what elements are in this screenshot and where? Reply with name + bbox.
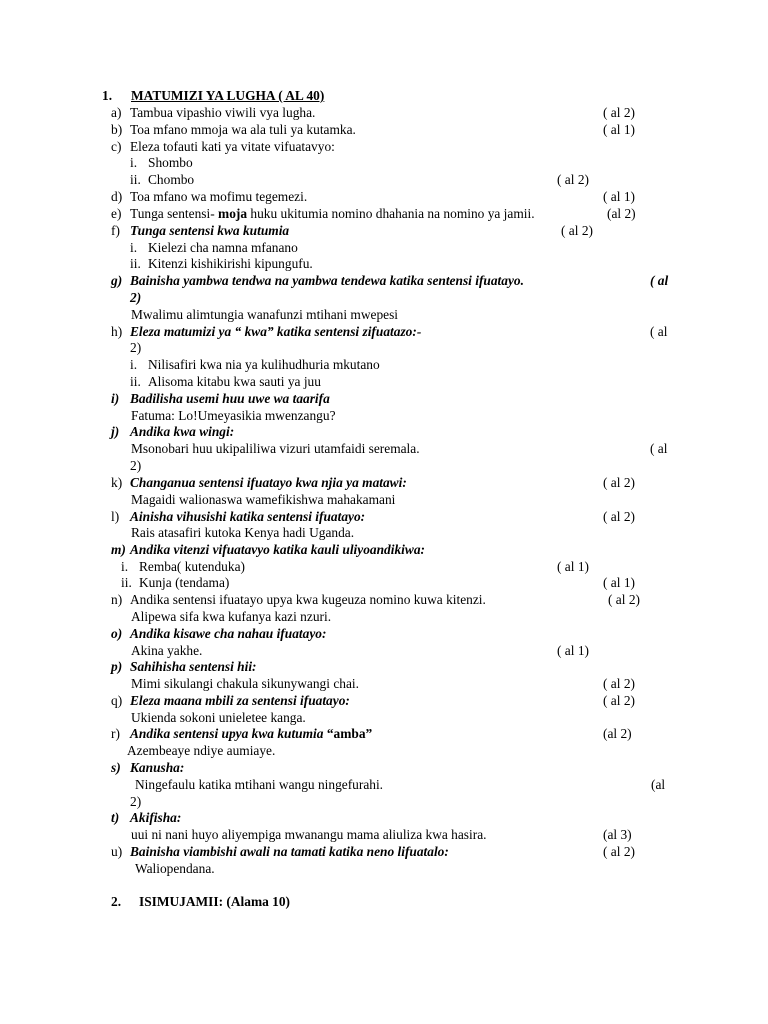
- question-c-sub2-number: ii.: [130, 172, 141, 187]
- question-h-marks-b: 2): [130, 340, 142, 355]
- question-g-marks-b: 2): [130, 290, 142, 305]
- question-o-text: Andika kisawe cha nahau ifuatayo:: [130, 626, 327, 641]
- question-k-sentence: Magaidi walionaswa wamefikishwa mahakamani: [131, 492, 396, 507]
- question-n-sentence: Alipewa sifa kwa kufanya kazi nzuri.: [131, 609, 332, 624]
- question-f-sub1-number: i.: [130, 240, 138, 255]
- question-j-letter: j): [111, 424, 120, 439]
- question-l-text: Ainisha vihusishi katika sentensi ifuatayo:: [130, 509, 366, 524]
- question-r-text-main: Andika sentensi upya kwa kutumia: [130, 726, 324, 741]
- question-q-letter: q): [111, 693, 123, 708]
- question-p-marks: ( al 2): [603, 676, 635, 691]
- question-f-text: Tunga sentensi kwa kutumia: [130, 223, 290, 238]
- question-n-text: Andika sentensi ifuatayo upya kwa kugeuza nomino kuwa kitenzi.: [130, 592, 486, 607]
- question-m-sub1: Remba( kutenduka): [139, 559, 245, 574]
- question-r-letter: r): [111, 726, 120, 741]
- question-c-sub2: Chombo: [148, 172, 195, 187]
- question-q-text: Eleza maana mbili za sentensi ifuatayo:: [130, 693, 350, 708]
- question-u-text: Bainisha viambishi awali na tamati katika neno lifuatalo:: [130, 844, 449, 859]
- question-d-text: Toa mfano wa mofimu tegemezi.: [130, 189, 308, 204]
- question-a-letter: a): [111, 105, 122, 120]
- question-h-sub2-number: ii.: [130, 374, 141, 389]
- question-e-text-bold: moja: [218, 206, 248, 221]
- question-l-marks: ( al 2): [603, 509, 635, 524]
- question-b-letter: b): [111, 122, 123, 137]
- question-r-text: [130, 726, 372, 742]
- question-a-marks: ( al 2): [603, 105, 635, 120]
- question-g-letter: g): [111, 273, 123, 288]
- question-j-marks-b: 2): [130, 458, 142, 473]
- question-m-sub2-number: ii.: [121, 575, 132, 590]
- question-n-letter: n): [111, 592, 123, 607]
- question-m-text: Andika vitenzi vifuatavyo katika kauli uliyoandikiwa:: [130, 542, 425, 557]
- question-m-sub1-marks: ( al 1): [557, 559, 589, 574]
- question-h-letter: h): [111, 324, 123, 339]
- question-c-sub1-number: i.: [130, 155, 138, 170]
- question-o-marks: ( al 1): [557, 643, 589, 658]
- question-m-sub2: Kunja (tendama): [139, 575, 230, 590]
- question-t-marks: (al 3): [603, 827, 632, 842]
- question-p-text: Sahihisha sentensi hii:: [130, 659, 257, 674]
- section1-title: MATUMIZI YA LUGHA ( AL 40): [131, 88, 325, 103]
- question-i-text: Badilisha usemi huu uwe wa taarifa: [130, 391, 330, 406]
- question-g-sentence: Mwalimu alimtungia wanafunzi mtihani mwepesi: [131, 307, 399, 322]
- question-g-text: Bainisha yambwa tendwa na yambwa tendewa katika sentensi ifuatayo.: [130, 273, 524, 288]
- question-h-text: Eleza matumizi ya “ kwa” katika sentensi zifuatazo:-: [130, 324, 422, 339]
- question-g-marks-a: ( al: [650, 273, 669, 288]
- section1-number: 1.: [102, 88, 113, 103]
- question-i-letter: i): [111, 391, 120, 406]
- question-q-marks: ( al 2): [603, 693, 635, 708]
- question-j-sentence: Msonobari huu ukipaliliwa vizuri utamfaidi seremala.: [131, 441, 420, 456]
- question-s-marks-a: (al: [651, 777, 666, 792]
- question-m-letter: m): [111, 542, 126, 557]
- question-e-text-pre: Tunga sentensi-: [130, 206, 219, 221]
- question-k-text: Changanua sentensi ifuatayo kwa njia ya matawi:: [130, 475, 407, 490]
- section2-number: 2.: [111, 894, 122, 909]
- question-p-letter: p): [111, 659, 123, 674]
- question-p-sentence: Mimi sikulangi chakula sikunywangi chai.: [131, 676, 359, 691]
- question-c-text: Eleza tofauti kati ya vitate vifuatavyo:: [130, 139, 335, 154]
- question-u-sentence: Waliopendana.: [135, 861, 215, 876]
- question-l-sentence: Rais atasafiri kutoka Kenya hadi Uganda.: [131, 525, 355, 540]
- question-s-marks-b: 2): [130, 794, 142, 809]
- question-m-sub1-number: i.: [121, 559, 129, 574]
- question-k-letter: k): [111, 475, 123, 490]
- question-e-letter: e): [111, 206, 122, 221]
- question-e-text: [130, 206, 535, 222]
- question-h-sub1-number: i.: [130, 357, 138, 372]
- question-t-sentence: uui ni nani huyo aliyempiga mwanangu mama aliuliza kwa hasira.: [131, 827, 487, 842]
- question-f-sub2-number: ii.: [130, 256, 141, 271]
- question-m-sub2-marks: ( al 1): [603, 575, 635, 590]
- question-j-marks-a: ( al: [650, 441, 668, 456]
- question-s-text: Kanusha:: [130, 760, 185, 775]
- question-s-sentence: Ningefaulu katika mtihani wangu ningefurahi.: [135, 777, 384, 792]
- question-f-letter: f): [111, 223, 120, 238]
- question-r-marks: (al 2): [603, 726, 632, 741]
- question-o-sentence: Akina yakhe.: [131, 643, 203, 658]
- section2-title: ISIMUJAMII: (Alama 10): [139, 894, 291, 909]
- question-r-sentence: Azembeaye ndiye aumiaye.: [127, 743, 276, 758]
- question-a-text: Tambua vipashio viwili vya lugha.: [130, 105, 316, 120]
- question-l-letter: l): [111, 509, 120, 524]
- question-f-sub1: Kielezi cha namna mfanano: [148, 240, 298, 255]
- question-h-sub2: Alisoma kitabu kwa sauti ya juu: [148, 374, 321, 389]
- question-f-marks: ( al 2): [561, 223, 593, 238]
- question-c-marks: ( al 2): [557, 172, 589, 187]
- question-q-sentence: Ukienda sokoni unieletee kanga.: [131, 710, 306, 725]
- question-b-marks: ( al 1): [603, 122, 635, 137]
- question-h-marks-a: ( al: [650, 324, 668, 339]
- question-r-quoted: “amba”: [326, 726, 373, 741]
- question-c-sub1: Shombo: [148, 155, 193, 170]
- question-t-letter: t): [111, 810, 120, 825]
- question-u-letter: u): [111, 844, 123, 859]
- question-b-text: Toa mfano mmoja wa ala tuli ya kutamka.: [130, 122, 356, 137]
- question-o-letter: o): [111, 626, 123, 641]
- question-t-text: Akifisha:: [130, 810, 182, 825]
- question-c-letter: c): [111, 139, 122, 154]
- question-f-sub2: Kitenzi kishikirishi kipungufu.: [148, 256, 313, 271]
- question-s-letter: s): [111, 760, 121, 775]
- question-h-sub1: Nilisafiri kwa nia ya kulihudhuria mkutano: [148, 357, 380, 372]
- question-e-text-post: huku ukitumia nomino dhahania na nomino ya jamii.: [247, 206, 535, 221]
- question-u-marks: ( al 2): [603, 844, 635, 859]
- question-i-sentence: Fatuma: Lo!Umeyasikia mwenzangu?: [131, 408, 336, 423]
- question-k-marks: ( al 2): [603, 475, 635, 490]
- question-d-letter: d): [111, 189, 123, 204]
- question-n-marks: ( al 2): [608, 592, 640, 607]
- question-d-marks: ( al 1): [603, 189, 635, 204]
- question-e-marks: (al 2): [607, 206, 636, 221]
- question-j-text: Andika kwa wingi:: [130, 424, 235, 439]
